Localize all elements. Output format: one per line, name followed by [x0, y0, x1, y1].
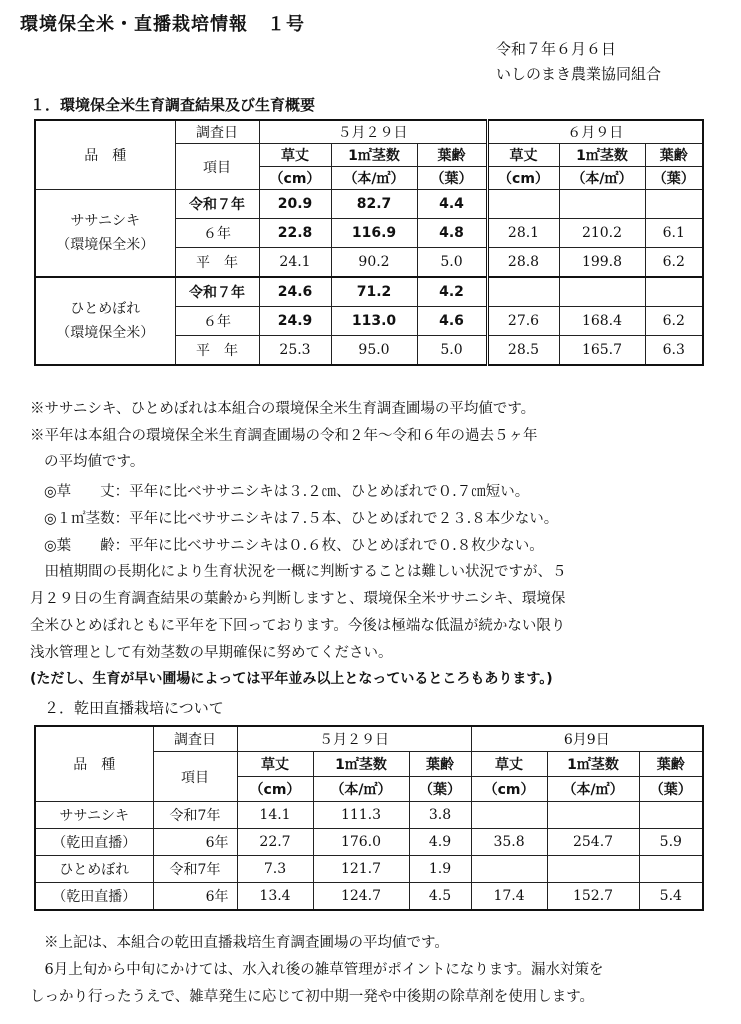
- col-unit: （葉）: [639, 777, 703, 802]
- col-label: 葉齢: [417, 144, 487, 167]
- table-cell: [487, 277, 559, 307]
- paragraph-line: 田植期間の長期化により生育状況を一概に判断することは難しい状況ですが、５: [30, 564, 567, 580]
- row-label: 平 年: [175, 336, 259, 366]
- col-label: 1㎡茎数: [547, 752, 639, 777]
- table-cell: 6.2: [645, 307, 703, 336]
- table-cell: 121.7: [313, 856, 409, 883]
- variety-sub: （環境保全米）: [56, 237, 155, 253]
- table-cell: 165.7: [559, 336, 645, 366]
- table-cell: 4.4: [417, 190, 487, 219]
- table-cell: 152.7: [547, 883, 639, 911]
- row-label: 令和7年: [153, 802, 237, 829]
- table-cell: [639, 856, 703, 883]
- col-unit: （cm）: [487, 167, 559, 190]
- col-unit: （葉）: [645, 167, 703, 190]
- row-label: 令和７年: [175, 190, 259, 219]
- table-cell: 5.4: [639, 883, 703, 911]
- table-cell: 20.9: [259, 190, 331, 219]
- organization-name: いしのまき農業協同組合: [496, 65, 662, 83]
- direct-seeding-table: [34, 725, 704, 911]
- variety-name: ササニシキ: [70, 213, 140, 229]
- paragraph-line: しっかり行ったうえで、雑草発生に応じて初中期一発や中後期の除草剤を使用します。: [30, 989, 595, 1005]
- table-cell: 5.9: [639, 829, 703, 856]
- date1-header: ５月２９日: [259, 120, 487, 144]
- col-unit: （葉）: [417, 167, 487, 190]
- table-cell: 28.8: [487, 248, 559, 278]
- row-label: 6年: [153, 883, 237, 911]
- table-cell: 14.1: [237, 802, 313, 829]
- table-cell: 111.3: [313, 802, 409, 829]
- table-cell: [471, 802, 547, 829]
- table-cell: 6.3: [645, 336, 703, 366]
- table-cell: 22.8: [259, 219, 331, 248]
- variety-name: ひとめぼれ: [35, 856, 153, 883]
- table-cell: 254.7: [547, 829, 639, 856]
- variety-header: 品 種: [35, 120, 175, 190]
- comparison-line: ◎１㎡茎数：平年に比べササニシキは７.５本、ひとめぼれで２３.８本少ない。: [44, 511, 559, 527]
- note-line: ※上記は、本組合の乾田直播栽培生育調査圃場の平均値です。: [44, 935, 449, 951]
- eco-rice-growth-table: [34, 119, 704, 366]
- section2-heading: ２．乾田直播栽培について: [44, 699, 224, 717]
- col-unit: （cm）: [259, 167, 331, 190]
- table-cell: [559, 277, 645, 307]
- table-cell: 1.9: [409, 856, 471, 883]
- col-label: 葉齢: [645, 144, 703, 167]
- table-cell: 24.9: [259, 307, 331, 336]
- date2-header: ６月９日: [487, 120, 703, 144]
- table-cell: 4.5: [409, 883, 471, 911]
- col-unit: （cm）: [237, 777, 313, 802]
- col-unit: （本/㎡）: [331, 167, 417, 190]
- table-cell: 116.9: [331, 219, 417, 248]
- col-unit: （cm）: [471, 777, 547, 802]
- note-line: の平均値です。: [44, 454, 145, 470]
- note-line: ※ササニシキ、ひとめぼれは本組合の環境保全米生育調査圃場の平均値です。: [30, 401, 536, 417]
- paragraph-line: 月２９日の生育調査結果の葉齢から判断しますと、環境保全米ササニシキ、環境保: [30, 591, 566, 607]
- table-cell: 95.0: [331, 336, 417, 366]
- variety-cell: [35, 277, 175, 365]
- table-cell: 199.8: [559, 248, 645, 278]
- table-cell: 28.1: [487, 219, 559, 248]
- table-cell: 3.8: [409, 802, 471, 829]
- table-cell: [547, 802, 639, 829]
- row-label: ６年: [175, 219, 259, 248]
- table-cell: 25.3: [259, 336, 331, 366]
- variety-name: ササニシキ: [35, 802, 153, 829]
- table-cell: 124.7: [313, 883, 409, 911]
- section1-heading: １．環境保全米生育調査結果及び生育概要: [30, 96, 316, 114]
- col-label: 葉齢: [409, 752, 471, 777]
- page-title: 環境保全米・直播栽培情報 １号: [20, 14, 305, 35]
- table-cell: 4.9: [409, 829, 471, 856]
- item-header: 項目: [153, 752, 237, 802]
- issue-date: 令和７年６月６日: [496, 40, 617, 58]
- table-cell: 13.4: [237, 883, 313, 911]
- col-label: 1㎡茎数: [559, 144, 645, 167]
- table-cell: 5.0: [417, 336, 487, 366]
- survey-date-header: 調査日: [153, 726, 237, 752]
- paragraph-line: 浅水管理として有効茎数の早期確保に努めてください。: [30, 645, 393, 661]
- variety-header: 品 種: [35, 726, 153, 802]
- row-label: 6年: [153, 829, 237, 856]
- table-cell: 168.4: [559, 307, 645, 336]
- table-cell: [547, 856, 639, 883]
- col-unit: （本/㎡）: [313, 777, 409, 802]
- table-cell: 4.8: [417, 219, 487, 248]
- table-cell: 6.2: [645, 248, 703, 278]
- col-label: 1㎡茎数: [313, 752, 409, 777]
- variety-sub: （乾田直播）: [35, 829, 153, 856]
- variety-name: ひとめぼれ: [70, 301, 141, 317]
- col-label: 草丈: [237, 752, 313, 777]
- table-cell: [487, 190, 559, 219]
- date1-header: ５月２９日: [237, 726, 471, 752]
- table-cell: 210.2: [559, 219, 645, 248]
- paragraph-line: 6月上旬から中旬にかけては、水入れ後の雑草管理がポイントになります。漏水対策を: [30, 962, 604, 978]
- table-cell: 82.7: [331, 190, 417, 219]
- table-cell: [645, 190, 703, 219]
- variety-cell: [35, 190, 175, 278]
- note-line: ※平年は本組合の環境保全米生育調査圃場の令和２年～令和６年の過去５ヶ年: [30, 428, 538, 444]
- table-cell: 35.8: [471, 829, 547, 856]
- table-cell: 5.0: [417, 248, 487, 278]
- col-unit: （本/㎡）: [559, 167, 645, 190]
- date2-header: 6月9日: [471, 726, 703, 752]
- table-cell: [471, 856, 547, 883]
- col-label: 草丈: [471, 752, 547, 777]
- comparison-line: ◎草 丈：平年に比べササニシキは３.２㎝、ひとめぼれで０.７㎝短い。: [44, 484, 530, 500]
- table-cell: 4.2: [417, 277, 487, 307]
- table-cell: 24.1: [259, 248, 331, 278]
- paragraph-line: 全米ひとめぼれともに平年を下回っております。今後は極端な低温が続かない限り: [30, 618, 566, 634]
- table-cell: 28.5: [487, 336, 559, 366]
- table-cell: [645, 277, 703, 307]
- table-cell: [559, 190, 645, 219]
- table-cell: 27.6: [487, 307, 559, 336]
- table-cell: 176.0: [313, 829, 409, 856]
- variety-sub: （環境保全米）: [56, 325, 155, 341]
- table-cell: 17.4: [471, 883, 547, 911]
- col-label: 草丈: [487, 144, 559, 167]
- item-header: 項目: [175, 144, 259, 190]
- table-cell: 4.6: [417, 307, 487, 336]
- row-label: 令和7年: [153, 856, 237, 883]
- table-cell: 7.3: [237, 856, 313, 883]
- variety-sub: （乾田直播）: [35, 883, 153, 911]
- col-unit: （本/㎡）: [547, 777, 639, 802]
- comparison-line: ◎葉 齢：平年に比べササニシキは０.６枚、ひとめぼれで０.８枚少ない。: [44, 538, 544, 554]
- table-cell: 6.1: [645, 219, 703, 248]
- table-cell: 113.0: [331, 307, 417, 336]
- table-cell: 24.6: [259, 277, 331, 307]
- table-cell: [639, 802, 703, 829]
- row-label: 令和７年: [175, 277, 259, 307]
- row-label: ６年: [175, 307, 259, 336]
- col-label: 1㎡茎数: [331, 144, 417, 167]
- col-label: 草丈: [259, 144, 331, 167]
- bold-caution-note: (ただし、生育が早い圃場によっては平年並み以上となっているところもあります。): [30, 671, 553, 687]
- survey-date-header: 調査日: [175, 120, 259, 144]
- col-unit: （葉）: [409, 777, 471, 802]
- table-cell: 22.7: [237, 829, 313, 856]
- row-label: 平 年: [175, 248, 259, 278]
- col-label: 葉齢: [639, 752, 703, 777]
- table-cell: 71.2: [331, 277, 417, 307]
- table-cell: 90.2: [331, 248, 417, 278]
